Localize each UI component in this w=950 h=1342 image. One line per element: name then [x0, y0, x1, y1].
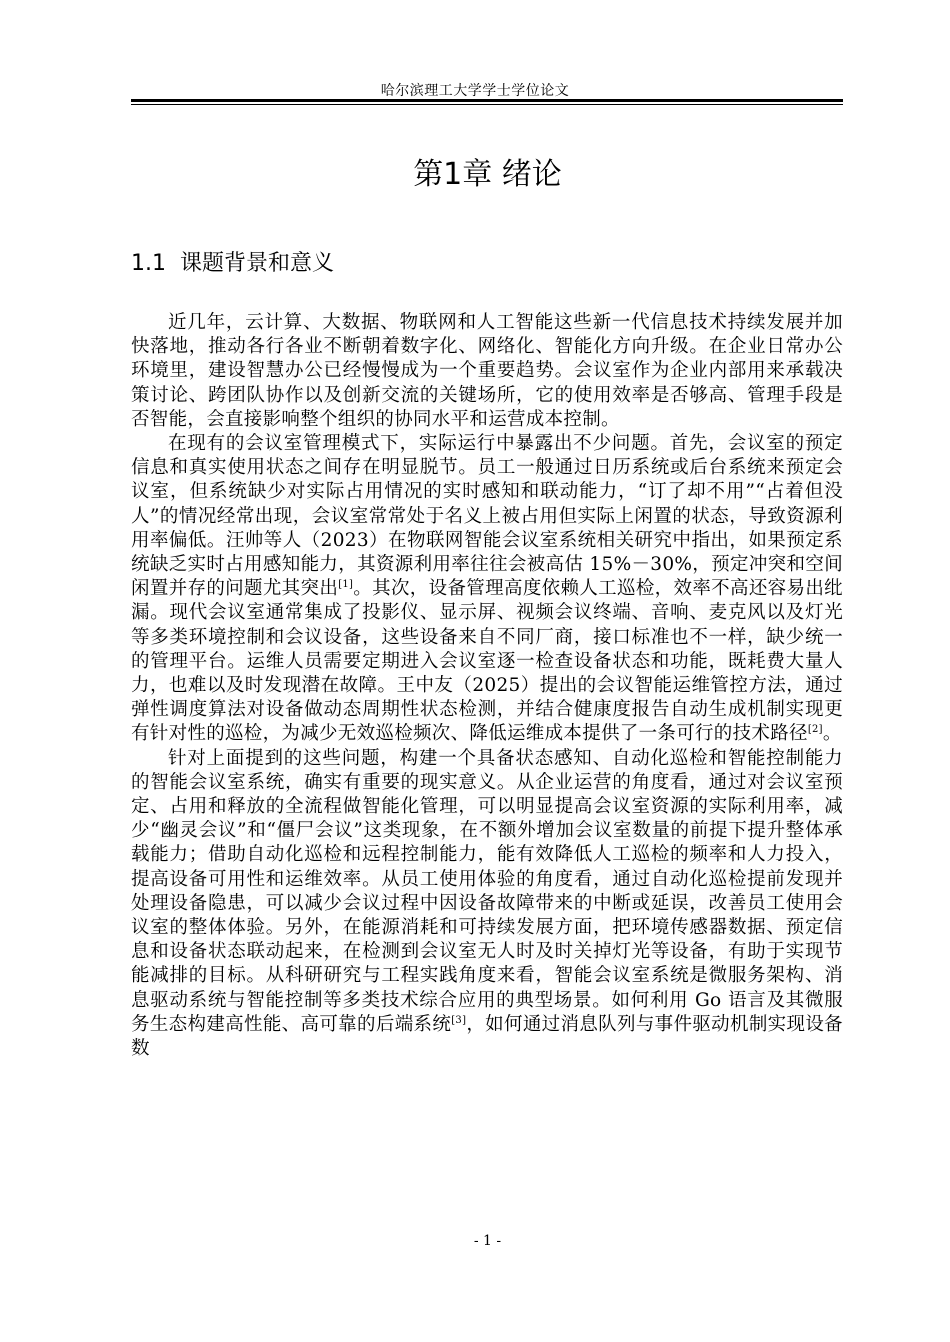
- paragraph-3: [131, 747, 843, 1062]
- paragraph-text: 在现有的会议室管理模式下，实际运行中暴露出不少问题。首先，会议室的预定信息和真实使用状态之间存在明显脱节。员工一般通过日历系统或后台系统来预定会议室，但系统缺少对实际占用情况的实时感知和联动能力，“订了却不用”“占着但没人”的情况经常出现，会议室常常处于名义上被占用但实际上闲置的状态，导致资源利用率偏低。汪帅等人（2023）在物联网智能会议室系统相关研究中指出，如果预定系统缺乏实时占用感知能力，其资源利用率往往会被高估 15%－30%，预定冲突和空间闲置并存的问题尤其突出: [131, 433, 843, 600]
- paragraph-text: 。: [822, 723, 842, 745]
- citation-marker[interactable]: [3]: [451, 1014, 467, 1026]
- section-heading-text: 课题背景和意义: [180, 251, 335, 276]
- page-header-title: 哈尔滨理工大学学士学位论文: [380, 83, 570, 99]
- section-title: [131, 248, 334, 280]
- body-text: [131, 311, 843, 1061]
- paragraph-2: [131, 432, 843, 747]
- citation-marker[interactable]: [2]: [807, 724, 823, 736]
- paragraph-text: 。其次，设备管理高度依赖人工巡检，效率不高还容易出纰漏。现代会议室通常集成了投影仪、显示屏、视频会议终端、音响、麦克风以及灯光等多类环境控制和会议设备，这些设备来自不同厂商，接口标准也不一样，缺少统一的管理平台。运维人员需要定期进入会议室逐一检查设备状态和功能，既耗费大量人力，也难以及时发现潜在故障。王中友（2025）提出的会议智能运维管控方法，通过弹性调度算法对设备做动态周期性状态检测，并结合健康度报告自动生成机制实现更有针对性的巡检，为减少无效巡检频次、降低运维成本提供了一条可行的技术路径: [131, 578, 843, 745]
- page-number: - 1 -: [473, 1233, 502, 1249]
- paragraph-text: 近几年，云计算、大数据、物联网和人工智能这些新一代信息技术持续发展并加快落地，推动各行各业不断朝着数字化、网络化、智能化方向升级。在企业日常办公环境里，建设智慧办公已经慢慢成为一个重要趋势。会议室作为企业内部用来承载决策讨论、跨团队协作以及创新交流的关键场所，它的使用效率是否够高、管理手段是否智能，会直接影响整个组织的协同水平和运营成本控制。: [131, 312, 843, 430]
- chapter-title: 第1章 绪论: [413, 157, 562, 192]
- citation-marker[interactable]: [1]: [338, 579, 354, 591]
- header-rule-thick: [131, 99, 843, 102]
- header-rule-thin: [131, 104, 843, 105]
- section-number: 1.1: [131, 251, 166, 276]
- paragraph-1: [131, 311, 843, 432]
- paragraph-text: 针对上面提到的这些问题，构建一个具备状态感知、自动化巡检和智能控制能力的智能会议室系统，确实有重要的现实意义。从企业运营的角度看，通过对会议室预定、占用和释放的全流程做智能化管理，可以明显提高会议室资源的实际利用率，减少“幽灵会议”和“僵尸会议”这类现象，在不额外增加会议室数量的前提下提升整体承载能力；借助自动化巡检和远程控制能力，能有效降低人工巡检的频率和人力投入，提高设备可用性和运维效率。从员工使用体验的角度看，通过自动化巡检提前发现并处理设备隐患，可以减少会议过程中因设备故障带来的中断或延误，改善员工使用会议室的整体体验。另外，在能源消耗和可持续发展方面，把环境传感器数据、预定信息和设备状态联动起来，在检测到会议室无人时及时关掉灯光等设备，有助于实现节能减排的目标。从科研研究与工程实践角度来看，智能会议室系统是微服务架构、消息驱动系统与智能控制等多类技术综合应用的典型场景。如何利用 Go 语言及其微服务生态构建高性能、高可靠的后端系统: [131, 747, 843, 1035]
- paragraph-text: ，如何通过消息队列与事件驱动机制实现设备数: [131, 1013, 843, 1060]
